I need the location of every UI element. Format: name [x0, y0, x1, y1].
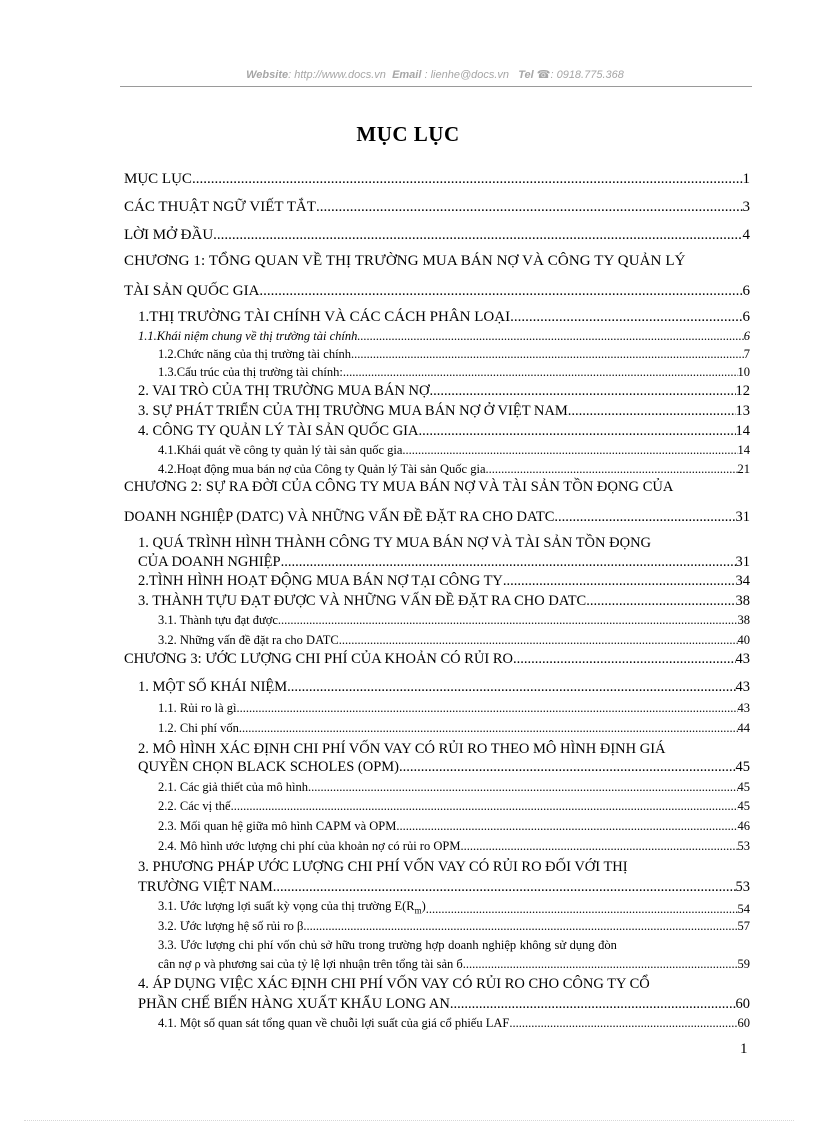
toc-entry[interactable] — [138, 680, 750, 695]
toc-entry[interactable] — [158, 366, 750, 379]
toc-entry-page: 40 — [737, 633, 750, 647]
toc-leader — [418, 424, 735, 439]
toc-leader — [513, 652, 735, 667]
toc-leader — [586, 594, 735, 609]
toc-leader — [236, 702, 737, 715]
toc-entry-page: 6 — [742, 309, 750, 325]
toc-entry-title-cont: TRƯỜNG VIỆT NAM — [138, 879, 273, 895]
toc-leader — [343, 366, 738, 379]
toc-entry-title: 3.2. Những vấn đề đặt ra cho DATC — [158, 633, 339, 647]
toc-entry-page: 38 — [737, 613, 750, 627]
toc-leader — [192, 172, 743, 187]
toc-entry[interactable] — [158, 800, 750, 813]
toc-entry-page: 10 — [737, 365, 750, 379]
toc-entry-page: 54 — [737, 902, 750, 916]
toc-entry[interactable] — [138, 997, 750, 1012]
toc-entry-page: 53 — [737, 839, 750, 853]
website-value: : http://www.docs.vn — [288, 69, 386, 81]
tel-label: Tel — [518, 69, 534, 81]
toc-entry[interactable] — [138, 760, 750, 775]
toc-entry-page: 60 — [735, 996, 750, 1012]
toc-entry-title[interactable]: 1. QUÁ TRÌNH HÌNH THÀNH CÔNG TY MUA BÁN NỢ VÀ TÀI SẢN TỒN ĐỌNG — [138, 535, 652, 551]
toc-leader — [396, 820, 737, 833]
toc-leader — [213, 228, 742, 243]
toc-entry-title[interactable]: 2. MÔ HÌNH XÁC ĐỊNH CHI PHÍ VỐN VAY CÓ RỦI RO THEO MÔ HÌNH ĐỊNH GIÁ — [138, 741, 666, 757]
toc-entry-page: 14 — [737, 443, 750, 457]
toc-leader — [450, 997, 736, 1012]
toc-entry-title: 2.2. Các vị thế — [158, 799, 231, 813]
toc-entry[interactable] — [158, 702, 750, 715]
toc-entry-title: 1.2. Chi phí vốn — [158, 721, 239, 735]
toc-leader — [278, 614, 738, 627]
toc-entry-page: 45 — [737, 799, 750, 813]
toc-entry-page: 7 — [743, 347, 750, 361]
toc-leader — [339, 634, 738, 647]
toc-leader — [239, 722, 738, 735]
toc-entry-title: 1.2.Chức năng của thị trường tài chính — [158, 347, 352, 361]
toc-entry[interactable] — [138, 404, 750, 419]
toc-entry-page: 31 — [735, 509, 750, 525]
toc-entry-title[interactable]: CHƯƠNG 2: SỰ RA ĐỜI CỦA CÔNG TY MUA BÁN NỢ VÀ TÀI SẢN TỒN ĐỌNG CỦA — [124, 479, 674, 495]
toc-entry-title-cont: QUYỀN CHỌN BLACK SCHOLES (OPM) — [138, 759, 400, 775]
toc-entry-title-cont: DOANH NGHIỆP (DATC) VÀ NHỮNG VẤN ĐỀ ĐẶT RA CHO DATC — [124, 509, 555, 525]
toc-entry[interactable] — [138, 310, 750, 325]
toc-entry[interactable] — [158, 958, 750, 971]
toc-entry-page: 38 — [735, 593, 750, 609]
toc-entry-title[interactable]: 3.3. Ước lượng chi phí vốn chủ sở hữu trong trường hợp doanh nghiệp không sử dụng đòn — [158, 938, 617, 952]
toc-leader — [303, 920, 737, 933]
toc-entry-title: CHƯƠNG 3: ƯỚC LƯỢNG CHI PHÍ CỦA KHOẢN CÓ RỦI RO — [124, 651, 514, 667]
toc-entry-title: 3.1. Thành tựu đạt được — [158, 613, 278, 627]
toc-entry[interactable] — [124, 172, 750, 187]
footer-divider — [24, 1120, 794, 1121]
toc-leader — [231, 800, 738, 813]
toc-entry[interactable] — [158, 444, 750, 457]
toc-entry-title: 2.TÌNH HÌNH HOẠT ĐỘNG MUA BÁN NỢ TẠI CÔNG TY — [138, 573, 503, 589]
toc-entry-title-cont: TÀI SẢN QUỐC GIA — [124, 283, 260, 299]
toc-entry-page: 43 — [737, 701, 750, 715]
toc-entry-title: 1.THỊ TRƯỜNG TÀI CHÍNH VÀ CÁC CÁCH PHÂN LOẠI — [138, 309, 511, 325]
header-divider — [120, 86, 752, 87]
toc-leader — [316, 200, 743, 215]
toc-entry-page: 3 — [742, 199, 750, 215]
toc-entry-page: 59 — [737, 957, 750, 971]
toc-entry-title: 2.4. Mô hình ước lượng chi phí của khoản nợ có rủi ro OPM — [158, 839, 461, 853]
toc-entry[interactable] — [124, 510, 750, 525]
toc-leader — [281, 555, 736, 570]
toc-entry-title: MỤC LỤC — [124, 171, 192, 187]
toc-entry-page: 60 — [737, 1016, 750, 1030]
toc-entry[interactable] — [124, 284, 750, 299]
toc-entry-title: 1.1.Khái niệm chung về thị trường tài chính — [138, 329, 358, 343]
toc-entry-page: 12 — [735, 383, 750, 399]
toc-entry[interactable] — [124, 200, 750, 215]
toc-entry[interactable] — [138, 555, 750, 570]
toc-leader — [273, 880, 736, 895]
toc-leader — [308, 781, 738, 794]
toc-entry[interactable] — [158, 900, 750, 916]
email-value: : lienhe@docs.vn — [421, 69, 510, 81]
toc-entry-title-cont: PHẦN CHẾ BIẾN HÀNG XUẤT KHẨU LONG AN — [138, 996, 450, 1012]
toc-entry[interactable] — [158, 634, 750, 647]
toc-entry-title[interactable]: CHƯƠNG 1: TỔNG QUAN VỀ THỊ TRƯỜNG MUA BÁN NỢ VÀ CÔNG TY QUẢN LÝ — [124, 253, 686, 269]
toc-entry-title: CÁC THUẬT NGỮ VIẾT TẮT — [124, 199, 316, 215]
toc-entry-title: 4.1. Một số quan sát tổng quan về chuỗi lợi suất của giá cổ phiếu LAF — [158, 1016, 510, 1030]
toc-entry-title: 1. MỘT SỐ KHÁI NIỆM — [138, 679, 288, 695]
toc-entry[interactable] — [158, 840, 750, 853]
toc-entry[interactable] — [138, 594, 750, 609]
website-label: Website — [246, 69, 289, 81]
toc-entry[interactable] — [138, 574, 750, 589]
subscript-m: m — [414, 905, 422, 916]
toc-entry-page: 1 — [742, 171, 750, 187]
toc-entry-title: 3. THÀNH TỰU ĐẠT ĐƯỢC VÀ NHỮNG VẤN ĐỀ ĐẶT RA CHO DATC — [138, 593, 587, 609]
toc-entry[interactable] — [158, 820, 750, 833]
toc-entry-page: 34 — [735, 573, 750, 589]
toc-entry-page: 45 — [737, 780, 750, 794]
toc-entry-title-cont: CỦA DOANH NGHIỆP — [138, 554, 281, 570]
toc-leader — [568, 404, 736, 419]
toc-leader — [351, 348, 744, 361]
toc-entry-page: 43 — [735, 679, 750, 695]
toc-leader — [463, 958, 738, 971]
toc-leader — [402, 444, 737, 457]
toc-entry-title: 4.2.Hoạt động mua bán nợ của Công ty Quản lý Tài sản Quốc gia — [158, 462, 486, 476]
toc-entry[interactable] — [138, 880, 750, 895]
page-title: MỤC LỤC — [356, 122, 460, 146]
toc-entry-page: 44 — [737, 721, 750, 735]
page-number: 1 — [740, 1041, 748, 1057]
toc-entry-page: 13 — [735, 403, 750, 419]
toc-leader — [426, 903, 738, 916]
toc-entry-title: 3. SỰ PHÁT TRIỂN CỦA THỊ TRƯỜNG MUA BÁN NỢ Ở VIỆT NAM — [138, 403, 568, 419]
toc-entry-title: 3.2. Ước lượng hệ số rủi ro β — [158, 919, 304, 933]
toc-entry[interactable] — [124, 228, 750, 243]
toc-leader — [503, 574, 736, 589]
toc-entry-title: 4.1.Khái quát về công ty quản lý tài sản quốc gia — [158, 443, 403, 457]
toc-entry-title: LỜI MỞ ĐẦU — [124, 227, 214, 243]
toc-entry-page: 31 — [735, 554, 750, 570]
toc-entry[interactable] — [158, 463, 750, 476]
tel-value: ☎: 0918.775.368 — [536, 69, 624, 81]
toc-leader — [399, 760, 735, 775]
email-label: Email — [392, 69, 422, 81]
toc-entry-title: 4. CÔNG TY QUẢN LÝ TÀI SẢN QUỐC GIA — [138, 423, 419, 439]
toc-entry-title-cont: cân nợ ρ và phương sai của tỷ lệ lợi nhuận trên tổng tài sản б — [158, 957, 463, 971]
toc-entry-page: 57 — [737, 919, 750, 933]
toc-entry-page: 45 — [735, 759, 750, 775]
toc-entry[interactable] — [124, 652, 750, 667]
toc-entry[interactable] — [158, 781, 750, 794]
toc-entry-page: 14 — [735, 423, 750, 439]
toc-entry[interactable] — [138, 384, 750, 399]
toc-entry-page: 6 — [742, 283, 750, 299]
toc-leader — [287, 680, 735, 695]
toc-entry-title: 2.3. Mối quan hệ giữa mô hình CAPM và OPM — [158, 819, 397, 833]
toc-entry-title: 2.1. Các giả thiết của mô hình — [158, 780, 308, 794]
toc-entry-title[interactable]: 4. ÁP DỤNG VIỆC XÁC ĐỊNH CHI PHÍ VỐN VAY CÓ RỦI RO CHO CÔNG TY CỔ — [138, 976, 650, 992]
toc-entry[interactable] — [138, 330, 750, 343]
toc-entry[interactable] — [158, 722, 750, 735]
toc-entry-page: 43 — [735, 651, 750, 667]
toc-entry-page: 4 — [742, 227, 750, 243]
toc-leader — [509, 1017, 737, 1030]
toc-entry-page: 6 — [743, 329, 750, 343]
page-header — [120, 68, 750, 81]
toc-entry-title: 1.3.Cấu trúc của thị trường tài chính: — [158, 365, 343, 379]
toc-leader — [259, 284, 742, 299]
toc-entry-page: 46 — [737, 819, 750, 833]
toc-entry-page: 53 — [735, 879, 750, 895]
toc-leader — [460, 840, 737, 853]
toc-entry[interactable] — [158, 614, 750, 627]
toc-entry-title: 2. VAI TRÒ CỦA THỊ TRƯỜNG MUA BÁN NỢ — [138, 383, 430, 399]
toc-entry-title: 1.1. Rủi ro là gì — [158, 701, 237, 715]
toc-entry-page: 21 — [737, 462, 750, 476]
toc-entry-title[interactable]: 3. PHƯƠNG PHÁP ƯỚC LƯỢNG CHI PHÍ VỐN VAY CÓ RỦI RO ĐỐI VỚI THỊ — [138, 859, 628, 875]
toc-leader — [486, 463, 738, 476]
toc-entry[interactable] — [138, 424, 750, 439]
toc-entry[interactable] — [158, 920, 750, 933]
toc-entry[interactable] — [158, 348, 750, 361]
toc-entry-title: 3.1. Ước lượng lợi suất kỳ vọng của thị trường $E(R_m)$ — [158, 899, 426, 916]
toc-leader — [510, 310, 742, 325]
toc-leader — [554, 510, 735, 525]
toc-leader — [430, 384, 736, 399]
toc-entry[interactable] — [158, 1017, 750, 1030]
toc-leader — [357, 330, 743, 343]
